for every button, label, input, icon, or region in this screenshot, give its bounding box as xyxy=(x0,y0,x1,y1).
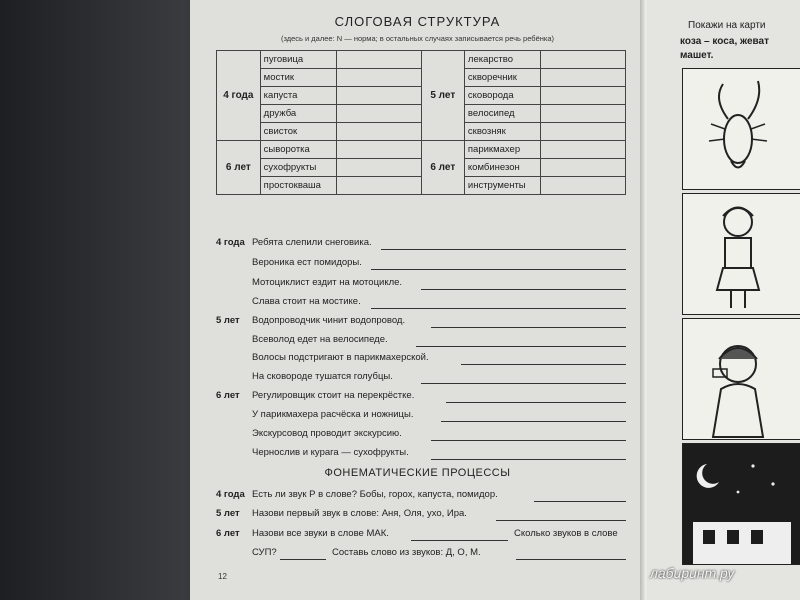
answer-cell[interactable] xyxy=(336,177,421,195)
word-cell: сыворотка xyxy=(260,141,336,159)
crayfish-picture[interactable] xyxy=(682,68,800,190)
watermark-logo: лабиринт.ру xyxy=(650,565,735,581)
age-label: 6 лет xyxy=(216,390,240,401)
left-page xyxy=(190,0,645,600)
answer-line[interactable] xyxy=(381,249,626,250)
dark-background xyxy=(0,0,190,600)
age-label: 4 года xyxy=(216,237,245,248)
answer-line[interactable] xyxy=(431,327,626,328)
sentence-row xyxy=(216,296,626,312)
age-cell: 6 лет xyxy=(421,141,464,195)
task-text: Назови все звуки в слове МАК. xyxy=(252,528,389,539)
sentence-text: Слава стоит на мостике. xyxy=(252,296,361,307)
age-cell: 5 лет xyxy=(421,51,464,141)
sentence-row xyxy=(216,334,626,350)
answer-line[interactable] xyxy=(496,520,626,521)
word-cell: скворечник xyxy=(464,69,540,87)
sentence-row xyxy=(216,277,626,293)
answer-line[interactable] xyxy=(461,364,626,365)
answer-cell[interactable] xyxy=(336,105,421,123)
word-cell: простокваша xyxy=(260,177,336,195)
age-label: 4 года xyxy=(216,489,245,500)
sentence-text: Вероника ест помидоры. xyxy=(252,257,362,268)
phon-row xyxy=(216,528,626,544)
phon-row xyxy=(216,547,626,563)
word-cell: комбинезон xyxy=(464,159,540,177)
sentence-text: На сковороде тушатся голубцы. xyxy=(252,371,393,382)
answer-cell[interactable] xyxy=(336,69,421,87)
sentence-row xyxy=(216,428,626,444)
answer-cell[interactable] xyxy=(336,51,421,69)
instruction-line: машет. xyxy=(680,50,714,61)
word-cell: парикмахер xyxy=(464,141,540,159)
sentence-row xyxy=(216,409,626,425)
sentence-row xyxy=(216,352,626,368)
word-cell: мостик xyxy=(260,69,336,87)
instruction-line: коза – коса, жеват xyxy=(680,36,770,47)
age-label: 5 лет xyxy=(216,508,240,519)
sentence-text: Регулировщик стоит на перекрёстке. xyxy=(252,390,415,401)
answer-cell[interactable] xyxy=(540,123,625,141)
page-title: СЛОГОВАЯ СТРУКТУРА xyxy=(334,14,501,29)
answer-cell[interactable] xyxy=(540,177,625,195)
sentence-text: Чернослив и курага — сухофрукты. xyxy=(252,447,409,458)
answer-line[interactable] xyxy=(371,269,626,270)
sentence-row xyxy=(216,315,626,331)
answer-cell[interactable] xyxy=(540,51,625,69)
answer-cell[interactable] xyxy=(336,87,421,105)
girl-picture[interactable] xyxy=(682,193,800,315)
task-text: Составь слово из звуков: Д, О, М. xyxy=(332,547,481,558)
word-cell: велосипед xyxy=(464,105,540,123)
answer-line[interactable] xyxy=(446,402,626,403)
sentence-text: Экскурсовод проводит экскурсию. xyxy=(252,428,402,439)
page-number: 12 xyxy=(218,572,227,581)
sentence-row xyxy=(216,390,626,406)
night-house-picture[interactable] xyxy=(682,443,800,565)
syllable-table xyxy=(216,50,626,195)
sentence-text: Всеволод едет на велосипеде. xyxy=(252,334,388,345)
sentence-row xyxy=(216,257,626,273)
section-heading: ФОНЕМАТИЧЕСКИЕ ПРОЦЕССЫ xyxy=(324,467,511,479)
answer-cell[interactable] xyxy=(540,87,625,105)
answer-line[interactable] xyxy=(371,308,626,309)
answer-line[interactable] xyxy=(411,540,508,541)
phon-row xyxy=(216,489,626,505)
answer-line[interactable] xyxy=(421,383,626,384)
word-cell: сковорода xyxy=(464,87,540,105)
answer-cell[interactable] xyxy=(336,123,421,141)
answer-line[interactable] xyxy=(280,559,326,560)
sentence-text: Ребята слепили снеговика. xyxy=(252,237,372,248)
boy-chewing-picture[interactable] xyxy=(682,318,800,440)
answer-cell[interactable] xyxy=(336,159,421,177)
word-cell: лекарство xyxy=(464,51,540,69)
answer-line[interactable] xyxy=(534,501,626,502)
sentence-text: Водопроводчик чинит водопровод. xyxy=(252,315,406,326)
sentence-text: Волосы подстригают в парикмахерской. xyxy=(252,352,429,363)
answer-line[interactable] xyxy=(441,421,626,422)
word-cell: сухофрукты xyxy=(260,159,336,177)
word-cell: пуговица xyxy=(260,51,336,69)
task-text: СУП? xyxy=(252,547,277,558)
answer-line[interactable] xyxy=(416,346,626,347)
sentence-text: У парикмахера расчёска и ножницы. xyxy=(252,409,414,420)
answer-line[interactable] xyxy=(516,559,626,560)
word-cell: сквозняк xyxy=(464,123,540,141)
word-cell: дружба xyxy=(260,105,336,123)
phon-row xyxy=(216,508,626,524)
answer-cell[interactable] xyxy=(540,69,625,87)
answer-line[interactable] xyxy=(421,289,626,290)
instruction-line: Покажи на карти xyxy=(688,20,766,31)
answer-cell[interactable] xyxy=(336,141,421,159)
sentence-row xyxy=(216,237,626,253)
sentence-row xyxy=(216,371,626,387)
task-text: Назови первый звук в слове: Аня, Оля, ухо, Ира. xyxy=(252,508,467,519)
picture-grid xyxy=(682,68,800,558)
answer-cell[interactable] xyxy=(540,105,625,123)
age-label: 5 лет xyxy=(216,315,240,326)
sentence-text: Мотоциклист ездит на мотоцикле. xyxy=(252,277,403,288)
word-cell: свисток xyxy=(260,123,336,141)
task-text: Есть ли звук Р в слове? Бобы, горох, капуста, помидор. xyxy=(252,489,498,500)
age-cell: 4 года xyxy=(217,51,261,141)
answer-cell[interactable] xyxy=(540,141,625,159)
answer-line[interactable] xyxy=(431,459,626,460)
sentence-row xyxy=(216,447,626,463)
age-cell: 6 лет xyxy=(217,141,261,195)
answer-line[interactable] xyxy=(431,440,626,441)
word-cell: капуста xyxy=(260,87,336,105)
age-label: 6 лет xyxy=(216,528,240,539)
right-page xyxy=(648,0,800,600)
task-text: Сколько звуков в слове xyxy=(514,528,618,539)
page-subtitle: (здесь и далее: N — норма; в остальных случаях записывается речь ребёнка) xyxy=(280,34,555,43)
answer-cell[interactable] xyxy=(540,159,625,177)
word-cell: инструменты xyxy=(464,177,540,195)
